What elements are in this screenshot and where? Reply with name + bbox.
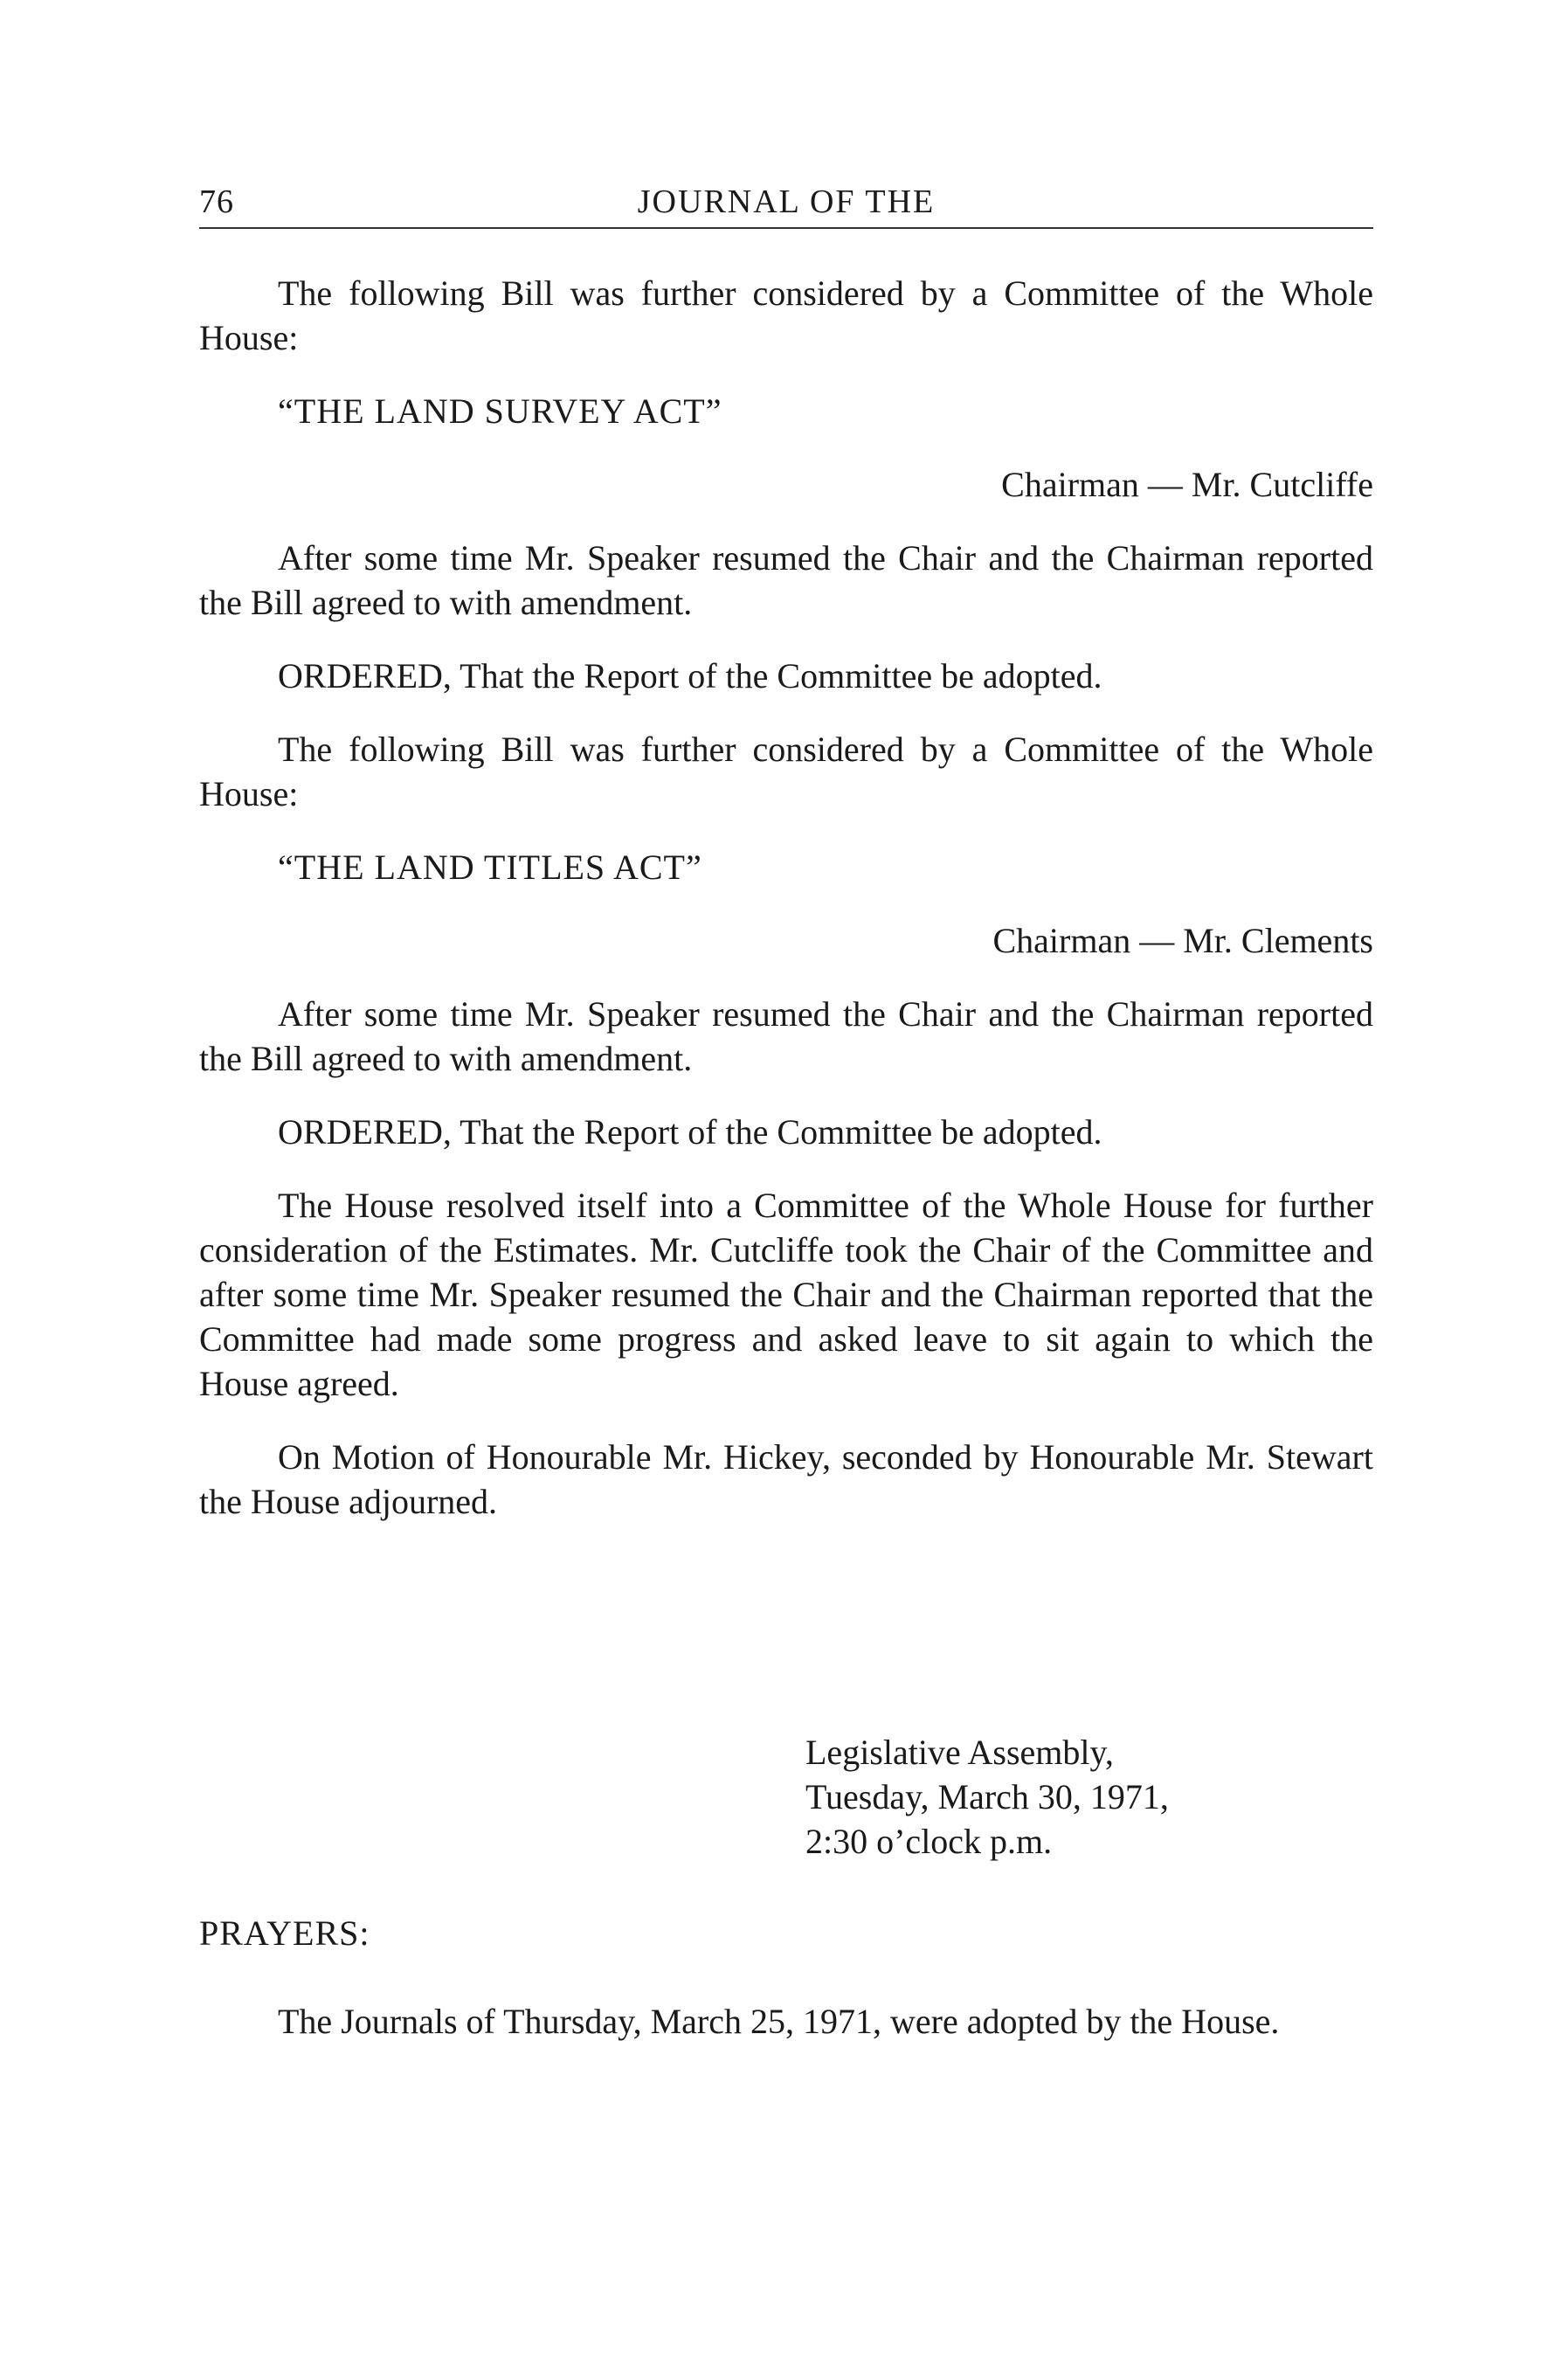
bill-intro-paragraph: The following Bill was further considered by a Committee of the Whole House:: [199, 273, 1373, 357]
ordered-paragraph: ORDERED, That the Report of the Committee be adopted.: [278, 656, 1102, 695]
adjournment-paragraph: On Motion of Honourable Mr. Hickey, seconded by Honourable Mr. Stewart the House adjourned.: [199, 1437, 1373, 1521]
session-line: Tuesday, March 30, 1971,: [805, 1777, 1169, 1816]
bill-intro-paragraph: The following Bill was further considered by a Committee of the Whole House:: [199, 730, 1373, 813]
report-paragraph: After some time Mr. Speaker resumed the Chair and the Chairman reported the Bill agreed to with amendment.: [199, 538, 1373, 622]
journals-paragraph: The Journals of Thursday, March 25, 1971, were adopted by the House.: [278, 2002, 1280, 2041]
running-header: [199, 175, 1373, 229]
bill-title: “THE LAND TITLES ACT”: [278, 848, 702, 887]
journal-page: [199, 175, 1373, 2072]
session-line: 2:30 o’clock p.m.: [805, 1822, 1053, 1861]
ordered-paragraph: ORDERED, That the Report of the Committee be adopted.: [278, 1112, 1102, 1152]
running-title: JOURNAL OF THE: [637, 183, 936, 220]
bill-title: “THE LAND SURVEY ACT”: [278, 391, 722, 431]
prayers-heading: PRAYERS:: [199, 1913, 370, 1953]
chairman-line: Chairman — Mr. Cutcliffe: [1001, 465, 1373, 504]
chairman-line: Chairman — Mr. Clements: [992, 921, 1373, 960]
session-line: Legislative Assembly,: [805, 1733, 1114, 1772]
estimates-paragraph: The House resolved itself into a Committee of the Whole House for further consideration of the Estimates. Mr. Cutcliffe took the Chair of the Committee and after some time Mr. Speaker resumed the Chair and the Chairman reported that the Committee had made some progress and asked leave to sit again to which the House agreed.: [199, 1186, 1373, 1403]
page-number: 76: [199, 183, 234, 220]
session-heading: [805, 1730, 1373, 1864]
report-paragraph: After some time Mr. Speaker resumed the Chair and the Chairman reported the Bill agreed to with amendment.: [199, 994, 1373, 1078]
